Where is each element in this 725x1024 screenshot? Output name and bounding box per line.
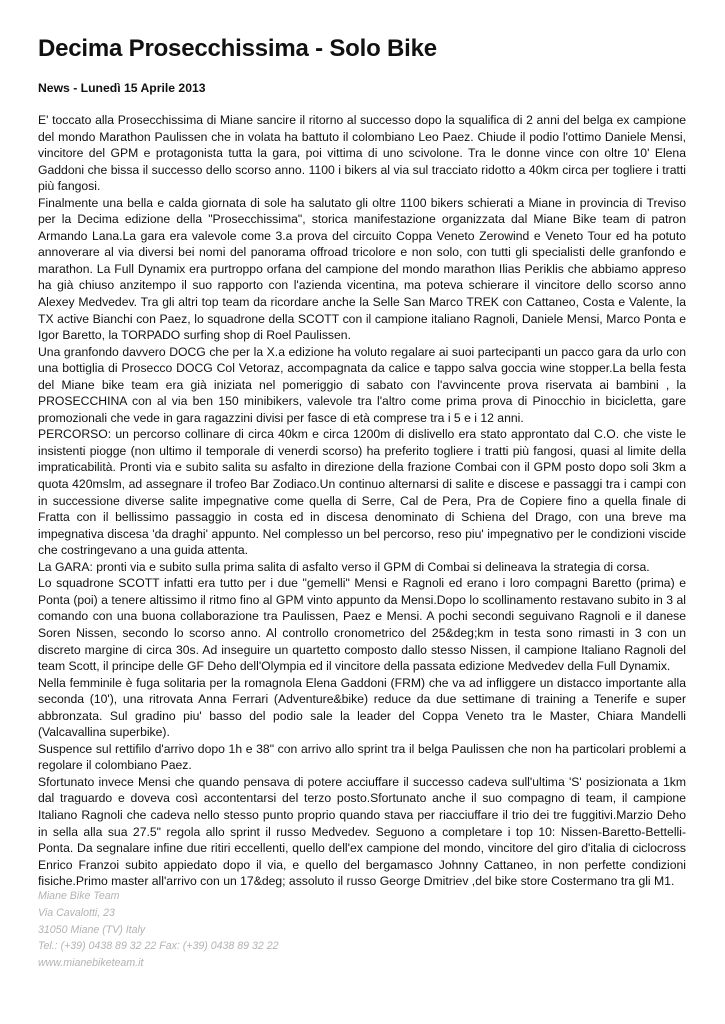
footer-address: Via Cavalotti, 23 bbox=[38, 906, 115, 919]
article bbox=[38, 34, 686, 890]
paragraph-finish: Suspence sul rettifilo d'arrivo dopo 1h e 38" con arrivo allo sprint tra il belga Paulissen che non ha particolari problemi a regolare il colombiano Paez. bbox=[38, 741, 686, 773]
footer-org: Miane Bike Team bbox=[38, 890, 120, 902]
footer-website[interactable]: www.mianebiketeam.it bbox=[38, 957, 144, 970]
footer-city: 31050 Miane (TV) Italy bbox=[38, 923, 146, 936]
paragraph-course: PERCORSO: un percorso collinare di circa 40km e circa 1200m di dislivello era stato approntato dal C.O. che viste le insistenti piogge (non ultimo il temporale di venerdi scorso) ha preferito togliere i tratti più fangosi, quasi al limite della impraticabilità. Pronti via e subito salita su asfalto in direzione della frazione Combai con il GPM posto dopo soli 3km a quota 420mslm, ad assegnare il trofeo Bar Zodiaco.Un continuo alternarsi di salite e discese e passaggi tra i campi con in successione diverse salite impegnative come quella di Serre, Cal de Pera, Pra de Copiere fino a quella finale di Fratta con il bellissimo passaggio in costa ed in discesa denominato di Schiena del Drago, con una breve ma impegnativa discesa 'da draghi' appunto. Nel complesso un bel percorso, reso piu' impegnativo per le condizioni viscide che costringevano a una guida attenta. bbox=[38, 427, 686, 558]
paragraph-race-start: La GARA: pronti via e subito sulla prima salita di asfalto verso il GPM di Combai si delineava la strategia di corsa. bbox=[38, 559, 650, 574]
article-date: News - Lunedì 15 Aprile 2013 bbox=[38, 81, 206, 95]
paragraph-misfortune: Sfortunato invece Mensi che quando pensava di potere acciuffare il successo cadeva sull'ultima 'S' posizionata a 1km dal traguardo e doveva così accontentarsi del terzo posto.Sfortunato anche il suo compagno di team, il campione Italiano Ragnoli che cadeva nello stesso punto proprio quando stava per riacciuffare il trio dei tre fuggitivi.Marzio Deho in sella alla sua 27.5" regola allo sprint il russo Medvedev. Seguono a completare i top 10: Nissen-Baretto-Bettelli-Ponta. Da segnalare infine due ritiri eccellenti, quello dell'ex campione del mondo, vincitore del giro d'italia di ciclocross Enrico Franzoi subito appiedato dopo il via, e quello del bergamasco Johnny Cattaneo, in non perfette condizioni fisiche.Primo master all'arrivo con un 17&deg; assoluto il russo George Dmitriev ,del bike store Costermano tra gli M1. bbox=[38, 774, 686, 889]
paragraph-race-scott: Lo squadrone SCOTT infatti era tutto per i due "gemelli" Mensi e Ragnoli ed erano i loro compagni Baretto (prima) e Ponta (poi) a tenere altissimo il ritmo fino al GPM vinto appunto da Mensi.Dopo lo scollinamento restavano subito in 3 al comando con una buona collaborazione tra Paulissen, Paez e Mensi. A pochi secondi seguivano Ragnoli e il danese Soren Nissen, secondo lo scorso anno. Al controllo cronometrico del 25&deg;km in testa sono rimasti in 3 con un discreto margine di circa 30s. Ad inseguire un quartetto composto dallo stesso Nissen, il campione Italiano Ragnoli del team Scott, il principe delle GF Deho dell'Olympia ed il vincitore della passata edizione Medvedev della Full Dynamix. bbox=[38, 576, 686, 674]
footer bbox=[38, 888, 338, 972]
paragraph-gift: Una granfondo davvero DOCG che per la X.a edizione ha voluto regalare ai suoi partecipanti un pacco gara da urlo con una bottiglia di Prosecco DOCG Col Vetoraz, accompagnata da calice e tappo salva goccia wine stopper.La bella festa del Miane bike team era già iniziata nel pomeriggio di sabato con l'avvincente prova riservata ai bambini , la PROSECCHINA con al via ben 150 minibikers, valevole tra l'altro come prima prova di Pinocchio in bicicletta, gare promozionali che vede in gara ragazzini divisi per fasce di età comprese tra i 5 e i 12 anni. bbox=[38, 344, 686, 425]
article-body bbox=[38, 112, 686, 890]
paragraph-women: Nella femminile è fuga solitaria per la romagnola Elena Gaddoni (FRM) che va ad infliggere un distacco importante alla seconda (10'), una ritrovata Anna Ferrari (Adventure&bike) reduce da due settimane di training a Tenerife e super abbronzata. Sul gradino piu' basso del podio sale la leader del Coppa Veneto tra le Master, Chiara Mandelli (Valcavallina superbike). bbox=[38, 675, 686, 740]
paragraph-teams: Finalmente una bella e calda giornata di sole ha salutato gli oltre 1100 bikers schierati a Miane in provincia di Treviso per la Decima edizione della "Prosecchissima", storica manifestazione organizzata dal Miane Bike team di patron Armando Lana.La gara era valevole come 3.a prova del circuito Coppa Veneto Zerowind e Veneto Tour ed ha potuto annoverare al via diversi bei nomi del panorama offroad tricolore e non solo, con tutti gli specialisti delle granfondo e marathon. La Full Dynamix era purtroppo orfana del campione del mondo marathon Ilias Periklis che abbiamo appreso ha già chiuso anzitempo il suo rapporto con l'azienda vicentina, ma poteva schierare il vincitore dello scorso anno Alexey Medvedev. Tra gli altri top team da ricordare anche la Selle San Marco TREK con Cattaneo, Costa e Valente, la TX active Bianchi con Paez, lo squadrone della SCOTT con il campione italiano Ragnoli, Daniele Mensi, Marco Ponta e Igor Baretto, la TORPADO surfing shop di Roel Paulissen. bbox=[38, 195, 686, 343]
footer-phone-fax: Tel.: (+39) 0438 89 32 22 Fax: (+39) 0438 89 32 22 bbox=[38, 940, 279, 953]
paragraph-intro: E' toccato alla Prosecchissima di Miane sancire il ritorno al successo dopo la squalifica di 2 anni del belga ex campione del mondo Marathon Paulissen che in volata ha battuto il colombiano Leo Paez. Chiude il podio l'ottimo Daniele Mensi, vincitore del GPM e protagonista tutta la gara, poi vittima di uno scivolone. Tra le donne vince con oltre 10' Elena Gaddoni che bissa il successo dello scorso anno. 1100 i bikers al via sul tracciato ridotto a 40km circa per togliere i tratti più fangosi. bbox=[38, 113, 686, 194]
article-title: Decima Prosecchissima - Solo Bike bbox=[38, 35, 437, 62]
